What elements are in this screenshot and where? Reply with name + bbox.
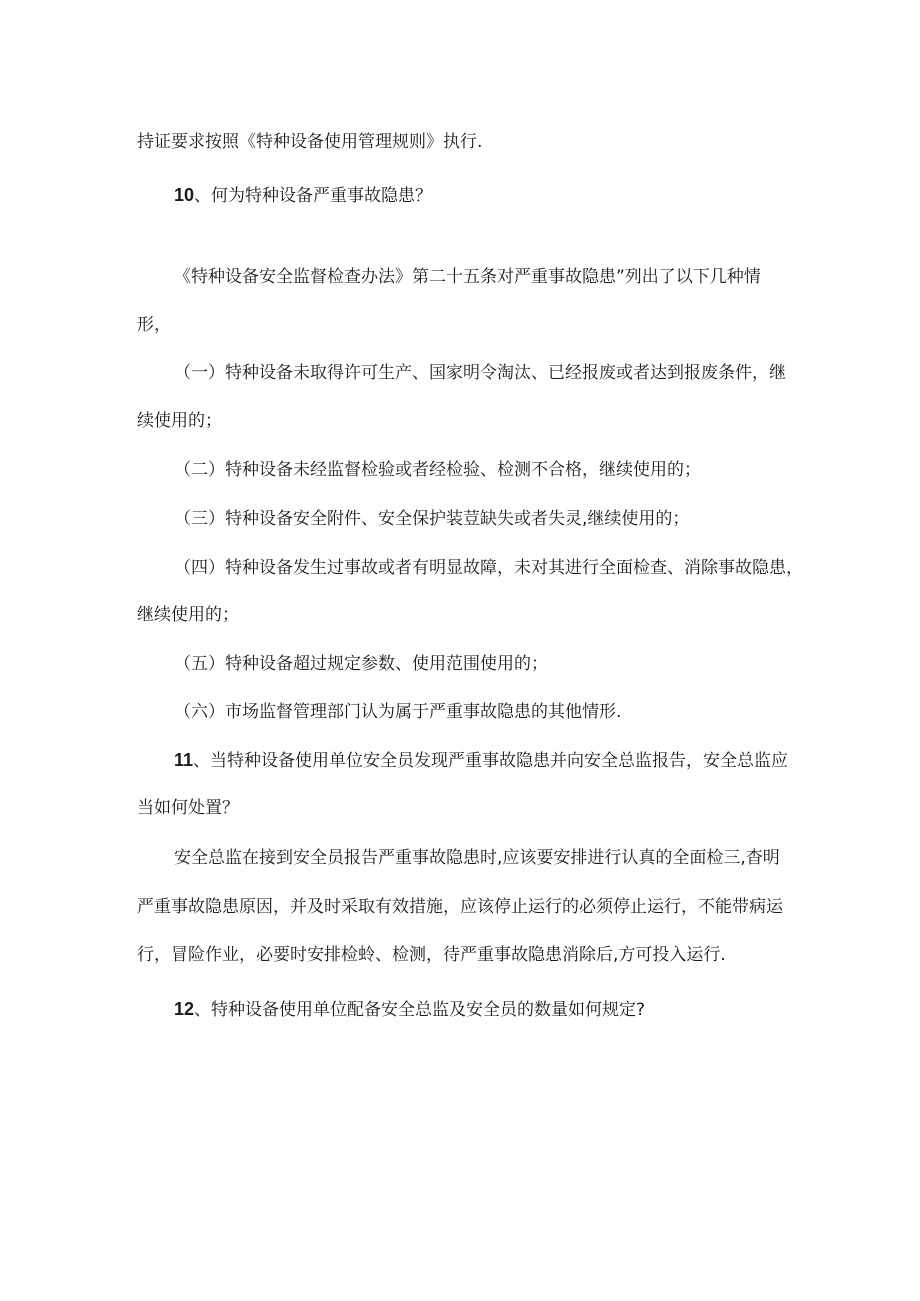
answer-11-line-2: 严重事故隐患原因，并及时采取有效措施，应该停止运行的必须停止运行，不能带病运 [137,897,783,917]
question-11-line-1 [174,749,920,772]
answer-10-item-4-line-2: 继续使用的； [137,605,239,625]
question-text: 、何为特种设备严重事故隐患？ [194,186,433,206]
question-text: 、当特种设备使用单位安全员发现严重事故隐患并向安全总监报告，安全总监应 [193,751,789,771]
question-11-line-2: 当如何处置？ [137,798,239,818]
intro-line: 持证要求按照《特种设备使用管理规则》执行. [137,132,483,152]
question-number: 10 [174,185,195,205]
question-text: 、特种设备使用单位配备安全总监及安全员的数量如何规定? [194,1000,646,1020]
answer-10-item-2: （二）特种设备未经监督检验或者经检验、检测不合格，继续使用的； [174,460,701,480]
answer-10-intro-line-2: 形， [137,315,171,335]
answer-10-item-1-line-1: （一）特种设备未取得许可生产、国家明令淘汰、已经报废或者达到报废条件，继 [174,363,786,383]
answer-10-item-1-line-2: 续使用的； [137,411,222,431]
question-12 [174,998,920,1021]
answer-11-line-3: 行，冒险作业，必要时安排检蛉、检测，待严重事故隐患消除后,方可投入运行. [137,945,726,965]
question-number: 11 [174,750,194,770]
answer-10-item-3: （三）特种设备安全附件、安全保护装荳缺失或者失灵,继续使用的； [174,509,690,529]
answer-10-item-4-line-1: （四）特种设备发生过事故或者有明显故障，未对其进行全面检查、消除事故隐患， [174,558,803,578]
answer-10-item-6: （六）市场监督管理部门认为属于严重事故隐患的其他情形. [174,702,622,722]
answer-10-item-5: （五）特种设备超过规定参数、使用范围使用的； [174,654,548,674]
question-number: 12 [174,999,195,1019]
answer-11-line-1: 安全总监在接到安全员报告严重事故隐患时,应该要安排进行认真的全面检三,杳明 [174,848,780,868]
answer-10-intro-line-1: 《特种设备安全监督检查办法》第二十五条对严重事故隐患”列出了以下几种情 [174,267,761,287]
question-10 [174,184,920,207]
